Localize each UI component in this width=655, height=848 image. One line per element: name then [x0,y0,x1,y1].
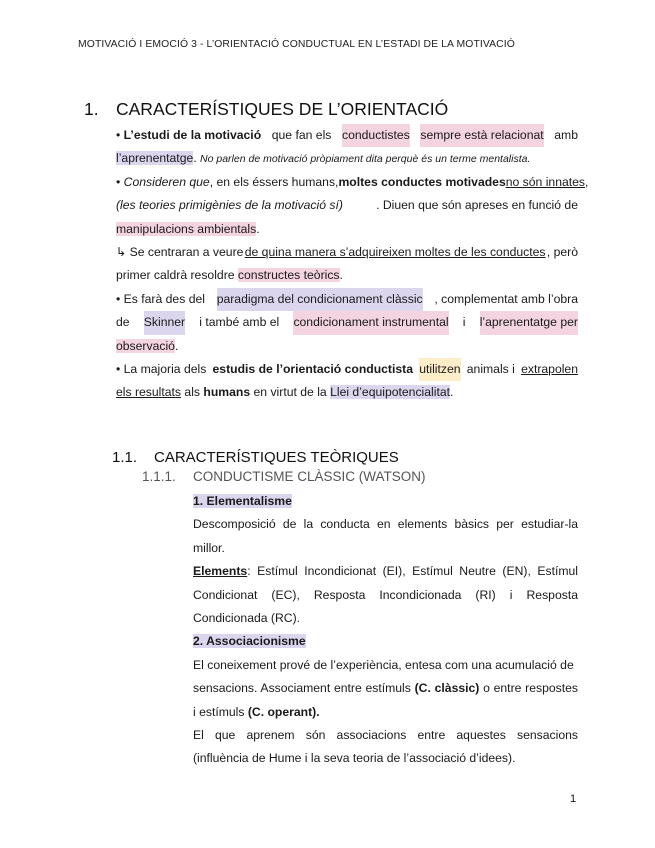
section-1-1-heading: 1.1. CARACTERÍSTIQUES TEÒRIQUES [112,449,399,466]
paragraph-line: (influència de Hume i la seva teoria de l’associació d’idees). [193,751,516,766]
paragraph-line: Condicionat (EC), Resposta Incondicionada (RI) i Resposta [193,587,578,602]
paragraph-line: primer caldrà resoldre constructes teòrics. [116,268,343,283]
paragraph-line: • L’estudi de la motivació que fan els conductistes sempre està relacionat amb [116,124,578,147]
section-1-title: CARACTERÍSTIQUES DE L’ORIENTACIÓ [116,99,449,119]
paragraph-line: • La majoria dels estudis de l’orientació conductista utilitzen animals i extrapolen [116,358,578,381]
paragraph-line: l’aprenentatge. No parlen de motivació pròpiament dita perquè és un terme mentalista. [116,151,531,166]
section-1-number: 1. [84,99,99,119]
paragraph-line: Condicionada (RC). [193,610,301,625]
paragraph-line: manipulacions ambientals. [116,221,260,236]
paragraph-line: millor. [193,540,225,555]
section-1-1-1-body [193,490,578,771]
paragraph-line: El que aprenem són associacions entre aquestes sensacions [193,727,578,742]
paragraph-line: Descomposició de la conducta en elements bàsics per estudiar-la [193,517,578,532]
section-1-body [116,124,589,405]
paragraph-line: • Es farà des del paradigma del condicionament clàssic , complementat amb l’obra [116,288,578,311]
paragraph-line: El coneixement prové de l’experiència, entesa com una acumulació de [193,657,574,672]
paragraph-line: els resultats als humans en virtut de la Llei d’equipotencialitat. [116,385,454,400]
page-number: 1 [570,793,577,805]
paragraph-line: ↳ Se centraran a veure de quina manera s’adquireixen moltes de les conductes , però [116,244,578,259]
section-1-1-1-heading: 1.1.1. CONDUCTISME CLÀSSIC (WATSON) [142,469,426,484]
paragraph-line: i estímuls (C. operant). [193,704,320,719]
paragraph-line: (les teories primigènies de la motivació sí) . Diuen que són apreses en funció de [116,198,578,213]
paragraph-line: observació. [116,338,179,353]
paragraph-line: Elements: Estímul Incondicionat (EI), Estímul Neutre (EN), Estímul [193,564,578,579]
running-header: MOTIVACIÓ I EMOCIÓ 3 - L’ORIENTACIÓ CONDUCTUAL EN L’ESTADI DE LA MOTIVACIÓ [78,39,515,50]
paragraph-line: • Consideren que, en els éssers humans, moltes conductes motivades no són innates, [116,174,589,189]
paragraph-line: sensacions. Associament entre estímuls (C. clàssic) o entre respostes [193,681,578,696]
subheading: 1. Elementalisme [193,494,292,508]
subheading: 2. Associacionisme [193,634,306,649]
section-1-heading [84,99,448,120]
paragraph-line: de Skinner i també amb el condicionament instrumental i l’aprenentatge per [116,311,578,334]
